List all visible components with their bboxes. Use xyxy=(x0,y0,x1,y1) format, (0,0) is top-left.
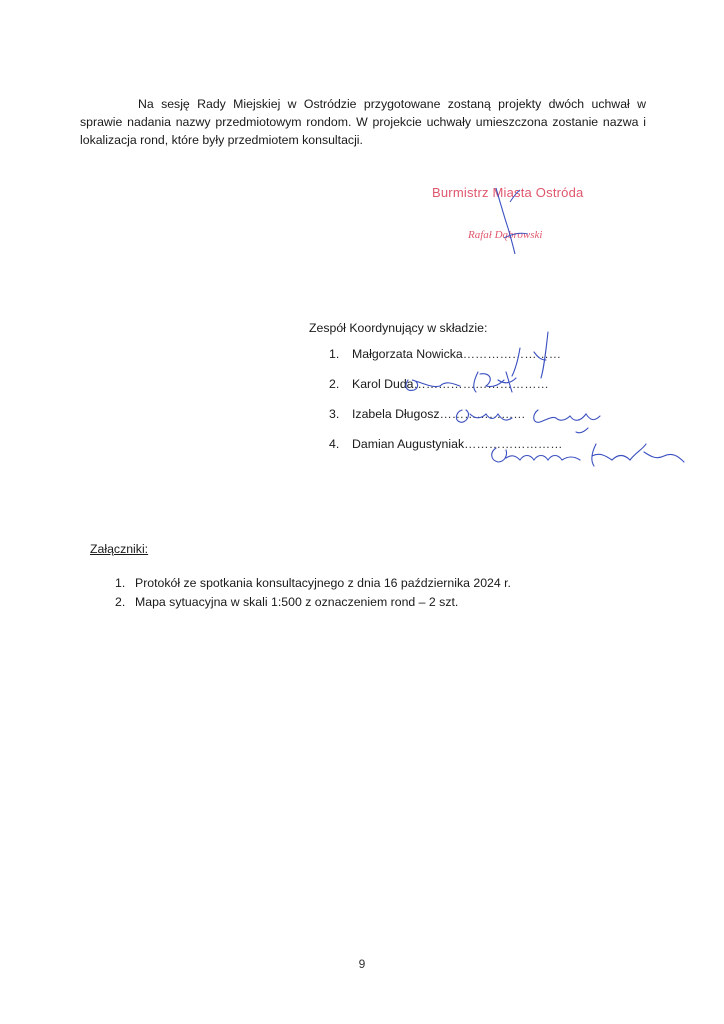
stamp-title: Burmistrz Miasta Ostróda xyxy=(432,185,584,200)
team-member-3 xyxy=(329,405,562,435)
team-heading: Zespół Koordynujący w składzie: xyxy=(309,321,488,335)
member-name: Damian Augustyniak xyxy=(352,437,465,451)
mayor-signature xyxy=(416,182,616,262)
attachment-item xyxy=(115,574,511,593)
member-name: Małgorzata Nowicka xyxy=(352,347,463,361)
attachment-text: Protokół ze spotkania konsultacyjnego z dnia 16 października 2024 r. xyxy=(135,576,511,590)
signature-line: …………………………… xyxy=(413,377,549,391)
member-number: 1. xyxy=(329,347,340,361)
page-number: 9 xyxy=(358,957,366,971)
attachments-heading: Załączniki: xyxy=(90,542,149,556)
stamp-name: Rafał Dąbrowski xyxy=(468,229,543,241)
team-member-2 xyxy=(329,375,562,405)
team-member-list xyxy=(329,345,562,465)
member-number: 2. xyxy=(329,377,340,391)
attachment-number: 1. xyxy=(115,576,126,590)
member-number: 4. xyxy=(329,437,340,451)
signature-line: …………………… xyxy=(464,437,563,451)
attachment-number: 2. xyxy=(115,595,126,609)
attachment-text: Mapa sytuacyjna w skali 1:500 z oznaczeniem rond – 2 szt. xyxy=(135,595,459,609)
member-number: 3. xyxy=(329,407,340,421)
team-member-1 xyxy=(329,345,562,375)
signature-line: ………………… xyxy=(439,407,526,421)
body-paragraph-text: Na sesję Rady Miejskiej w Ostródzie przygotowane zostaną projekty dwóch uchwał w sprawie nadania nazwy przedmiotowym rondom. W projekcie uchwały umieszczona zostanie nazwa i lokalizacja rond, które były przedmiotem konsultacji. xyxy=(80,97,646,147)
attachment-item xyxy=(115,593,511,612)
member-name: Karol Duda xyxy=(352,377,414,391)
mayor-stamp xyxy=(416,182,616,252)
team-member-4 xyxy=(329,435,562,465)
attachments-list xyxy=(115,574,511,612)
signature-line: …………………… xyxy=(462,347,562,361)
body-paragraph xyxy=(80,95,646,149)
member-name: Izabela Długosz xyxy=(352,407,440,421)
